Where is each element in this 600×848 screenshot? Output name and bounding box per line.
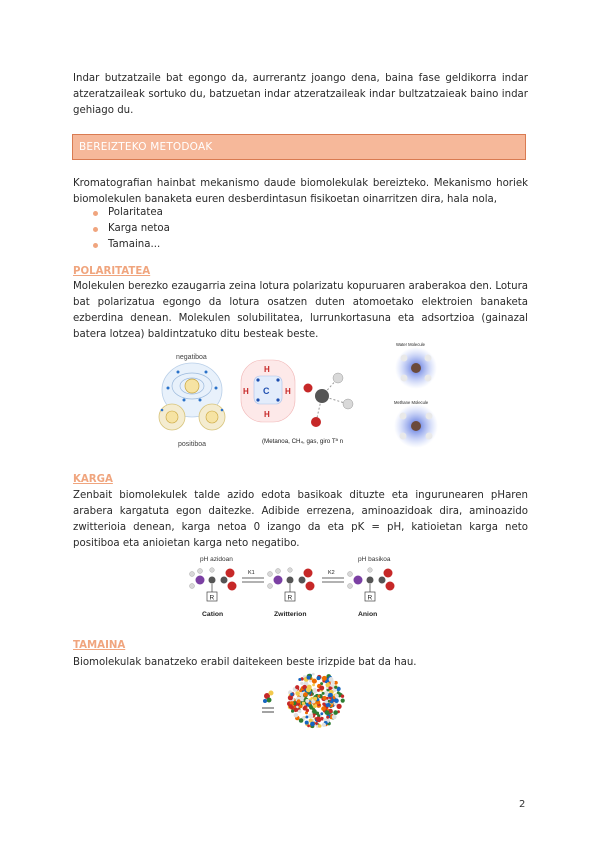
- protein-atom: [308, 713, 313, 718]
- zwitterion-label: Zwitterion: [274, 611, 307, 618]
- protein-atom: [298, 678, 301, 681]
- protein-atom: [305, 721, 309, 725]
- k1-label: K1: [248, 570, 255, 576]
- intro-paragraph: Indar butzatzaile bat egongo da, aurrerantz joango dena, baina fase geldikorra indar atzeratzaileak sortuko du, batzuetan indar atzeratzaileak indar bultzatzaieak baino indar gehiago du.: [73, 73, 528, 116]
- protein-atom: [329, 677, 334, 682]
- protein-atom: [341, 695, 344, 698]
- protein-atom: [312, 673, 315, 676]
- protein-atom: [306, 687, 311, 692]
- protein-atom: [328, 686, 332, 690]
- anion-label: Anion: [358, 611, 378, 618]
- protein-atom: [313, 689, 318, 694]
- polarity-heading: POLARITATEA: [73, 266, 151, 277]
- protein-atom: [337, 691, 340, 694]
- polarity-paragraph: Molekulen berezko ezaugarria zeina lotura polarizatu kopuruaren araberakoa den. Lotura bat polarizatua egongo da lotura osatzen duten atomoetako elektroien banaketa ezberdina denean. Molekulen solubilitatea, lurrunkortasuna eta adsortzioa (gainazal batera lotzea) baldintzatuko ditu besteak beste.: [73, 281, 528, 340]
- water-methane-figure: [383, 340, 449, 452]
- protein-atom: [307, 725, 310, 728]
- protein-atom: [315, 722, 318, 725]
- protein-atom: [312, 709, 317, 714]
- zwitterion-molecule: [268, 568, 315, 602]
- protein-atom: [335, 694, 339, 698]
- methane-label: Methane Molecule: [394, 400, 429, 405]
- protein-molecule: [287, 673, 345, 728]
- protein-atom: [302, 702, 305, 705]
- protein-atom: [330, 700, 333, 703]
- hydrogen-atom-label: H: [264, 410, 270, 419]
- protein-atom: [310, 722, 315, 727]
- water-label: Water Molecule: [396, 342, 425, 347]
- page-number: 2: [519, 799, 526, 810]
- protein-atom: [323, 696, 327, 700]
- protein-atom: [305, 716, 308, 719]
- protein-atom: [300, 682, 303, 685]
- protein-atom: [295, 685, 299, 689]
- list-item: Tamaina...: [93, 237, 170, 253]
- protein-atom: [322, 676, 327, 681]
- protein-atom: [288, 695, 293, 700]
- anion-molecule: [348, 568, 395, 602]
- protein-atom: [294, 713, 299, 718]
- protein-atom: [320, 712, 323, 715]
- r-group-label: R: [367, 594, 373, 602]
- protein-atom: [318, 724, 322, 728]
- k2-label: K2: [328, 570, 335, 576]
- protein-atom: [322, 692, 325, 695]
- protein-atom: [290, 693, 293, 696]
- hydrogen-atom-label: H: [243, 387, 249, 396]
- protein-atom: [317, 695, 320, 698]
- amino-acid-charge-figure: [188, 552, 410, 622]
- protein-atom: [291, 710, 294, 713]
- cation-molecule: [190, 568, 237, 602]
- hydrogen-atom-label: H: [285, 387, 291, 396]
- protein-atom: [326, 704, 329, 707]
- positive-label: positiboa: [178, 441, 207, 448]
- hydrogen-atom-label: H: [264, 365, 270, 374]
- methane-figure: [238, 356, 370, 448]
- list-item: Polaritatea: [93, 205, 170, 221]
- electron-cloud-figure: [148, 350, 236, 448]
- protein-atom: [319, 686, 324, 691]
- r-group-label: R: [287, 594, 293, 602]
- section-title: BEREIZTEKO METODOAK: [79, 141, 213, 153]
- protein-atom: [295, 691, 300, 696]
- protein-atom: [303, 692, 308, 697]
- section-banner: [72, 134, 526, 160]
- protein-atom: [321, 706, 326, 711]
- ph-basic-label: pH basikoa: [358, 556, 391, 563]
- protein-atom: [298, 710, 302, 714]
- small-molecule: [262, 691, 274, 713]
- protein-atom: [326, 716, 329, 719]
- cation-label: Cation: [202, 611, 224, 618]
- protein-atom: [325, 710, 330, 715]
- methane-caption: (Metanoa, CH₄, gas, giro Tª n: [262, 438, 344, 445]
- protein-atom: [289, 704, 293, 708]
- protein-atom: [334, 686, 337, 689]
- protein-atom: [337, 704, 342, 709]
- carbon-atom-label: C: [263, 386, 270, 396]
- protein-atom: [316, 717, 321, 722]
- protein-atom: [329, 693, 333, 697]
- negative-label: negatiboa: [176, 354, 207, 361]
- size-heading: TAMAINA: [73, 640, 126, 651]
- protein-atom: [303, 706, 307, 710]
- r-group-label: R: [209, 594, 215, 602]
- protein-atom: [312, 679, 317, 684]
- methods-intro: Kromatografian hainbat mekanismo daude biomolekulak bereizteko. Mekanismo horiek biomolekulen banaketa euren desberdintasun fisikoetan oinarritzen dira, hala nola,: [73, 178, 528, 205]
- methods-list: [93, 205, 170, 253]
- list-item: Karga netoa: [93, 221, 170, 237]
- charge-paragraph: Zenbait biomolekulek talde azido edota basikoak dituzte eta ingurunearen pHaren arabera kargatuta egon daitezke. Adibide errezena, aminoazidoak dira, aminoazido zwitterioia denean, karga netoa 0 izango da eta pK = pH, katioietan karga neto positiboa eta anioietan karga neto negatibo.: [73, 490, 528, 549]
- ph-acid-label: pH azidoan: [200, 556, 233, 563]
- protein-atom: [312, 684, 315, 687]
- protein-atom: [322, 723, 326, 727]
- protein-atom: [313, 697, 317, 701]
- protein-atom: [307, 676, 311, 680]
- protein-atom: [341, 699, 345, 703]
- size-paragraph: Biomolekulak banatzeko erabil daitekeen beste irizpide bat da hau.: [73, 657, 417, 668]
- protein-atom: [305, 699, 309, 703]
- protein-atom: [333, 710, 338, 715]
- charge-heading: KARGA: [73, 474, 113, 485]
- protein-atom: [317, 676, 321, 680]
- protein-atom: [332, 715, 337, 720]
- protein-atom: [322, 703, 325, 706]
- size-comparison-figure: [258, 670, 348, 730]
- protein-atom: [299, 718, 304, 723]
